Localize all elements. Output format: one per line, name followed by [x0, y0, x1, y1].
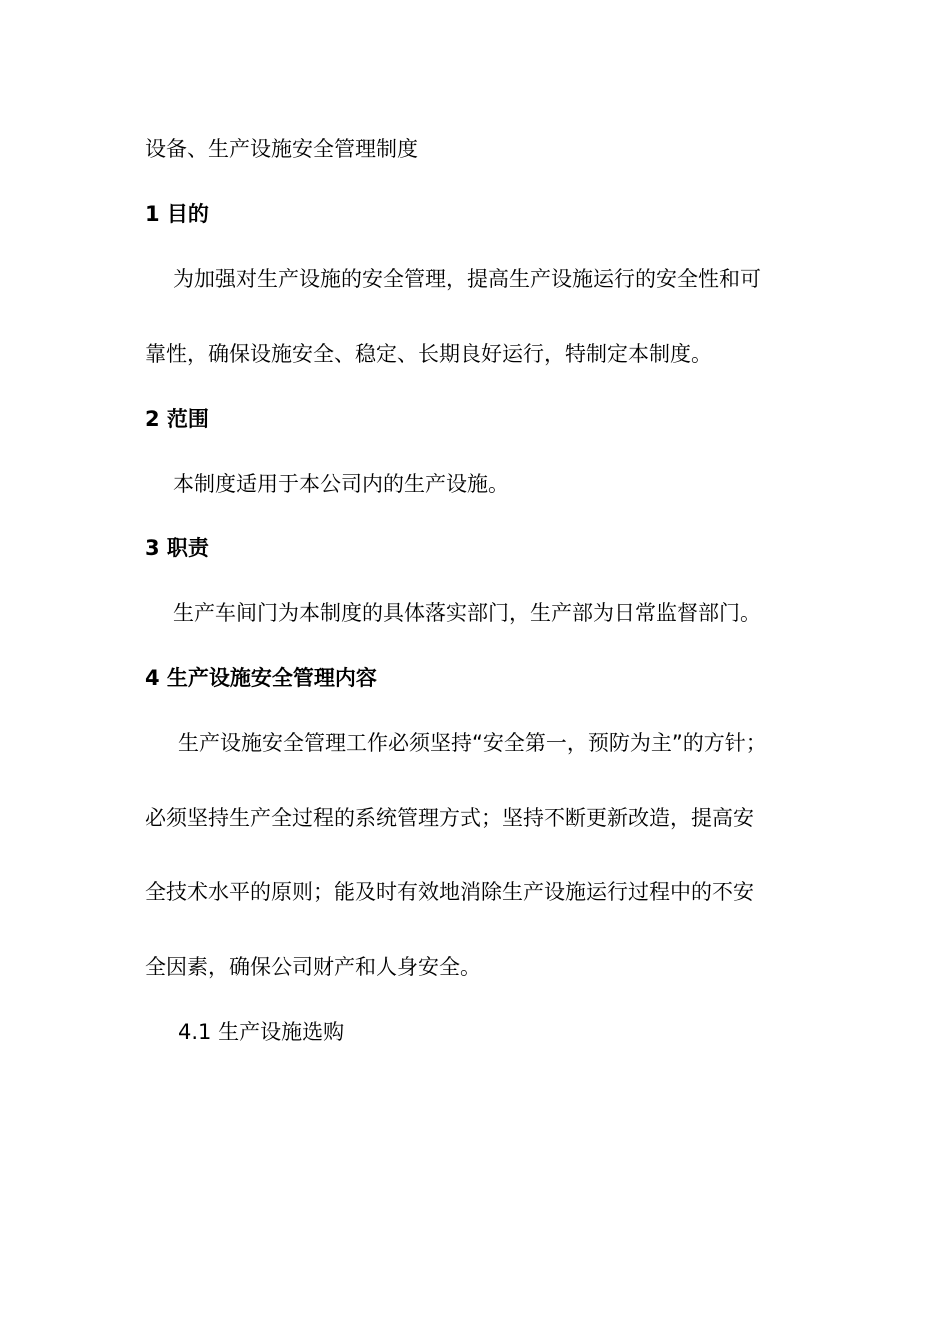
paragraph-line: 靠性，确保设施安全、稳定、长期良好运行，特制定本制度。 — [145, 342, 712, 366]
section-heading-management: 4 生产设施安全管理内容 — [145, 666, 377, 690]
section-heading-scope: 2 范围 — [145, 407, 209, 431]
paragraph-line: 全技术水平的原则；能及时有效地消除生产设施运行过程中的不安 — [145, 880, 754, 904]
section-heading-purpose: 1 目的 — [145, 202, 209, 226]
paragraph-line: 本制度适用于本公司内的生产设施。 — [173, 472, 509, 496]
paragraph-line: 为加强对生产设施的安全管理，提高生产设施运行的安全性和可 — [173, 267, 761, 291]
document-title: 设备、生产设施安全管理制度 — [145, 137, 418, 161]
section-heading-responsibility: 3 职责 — [145, 536, 209, 560]
paragraph-line: 必须坚持生产全过程的系统管理方式；坚持不断更新改造，提高安 — [145, 806, 754, 830]
paragraph-line: 生产设施安全管理工作必须坚持“安全第一，预防为主”的方针； — [178, 731, 767, 755]
paragraph-line: 全因素，确保公司财产和人身安全。 — [145, 955, 481, 979]
paragraph-line: 生产车间门为本制度的具体落实部门，生产部为日常监督部门。 — [173, 601, 761, 625]
subsection-heading-procurement: 4.1 生产设施选购 — [178, 1020, 345, 1044]
